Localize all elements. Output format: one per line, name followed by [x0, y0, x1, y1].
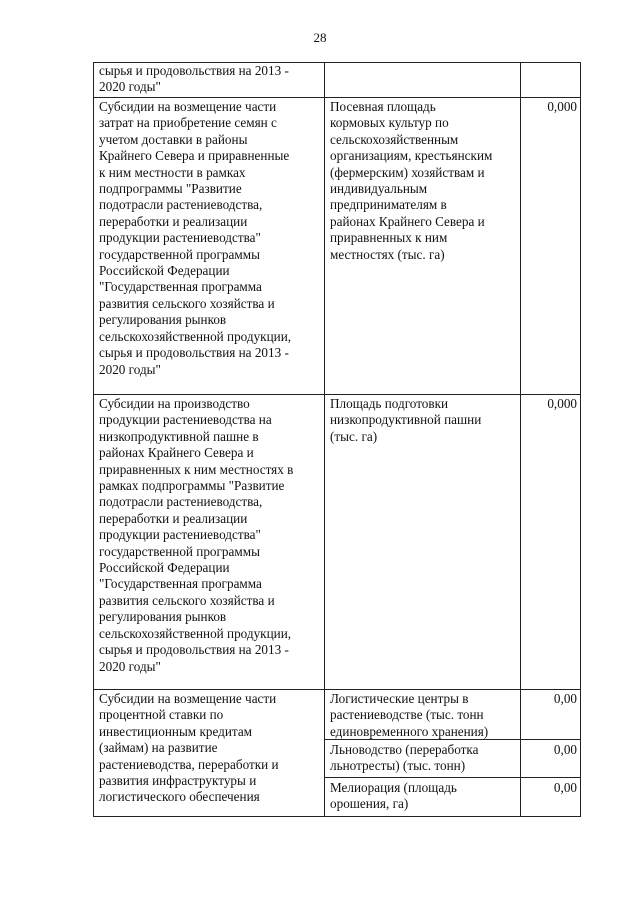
- subsidy-cell: сырья и продовольствия на 2013 - 2020 годы": [99, 63, 289, 95]
- indicator-cell: Площадь подготовки низкопродуктивной пашни (тыс. га): [330, 396, 482, 444]
- table-border: [580, 62, 581, 817]
- value-cell: 0,000: [547, 396, 577, 411]
- subsidy-cell: Субсидии на возмещение части процентной ставки по инвестиционным кредитам (займам) на развитие растениеводства, переработки и развития инфраструктуры и логистического обеспечения: [99, 691, 279, 805]
- value-cell: 0,00: [553, 780, 577, 795]
- indicator-cell: Посевная площадь кормовых культур по сельскохозяйственным организациям, крестьянским (фермерским) хозяйствам и индивидуальным предпринимателям в районах Крайнего Севера и приравненных к ним местностях (тыс. га): [330, 99, 493, 262]
- table-border: [93, 97, 581, 98]
- value-cell: 0,00: [553, 742, 577, 757]
- value-cell: 0,000: [547, 99, 577, 114]
- table-border: [324, 777, 581, 778]
- table-border: [93, 394, 581, 395]
- table-border: [324, 62, 325, 817]
- indicator-cell: Льноводство (переработка льнотресты) (тыс. тонн): [330, 742, 479, 774]
- indicator-cell: Логистические центры в растениеводстве (тыс. тонн единовременного хранения): [330, 691, 489, 739]
- indicator-cell: Мелиорация (площадь орошения, га): [330, 780, 457, 812]
- table-border: [93, 689, 581, 690]
- page-number: 28: [313, 30, 327, 45]
- subsidy-cell: Субсидии на производство продукции растениеводства на низкопродуктивной пашне в районах Крайнего Севера и приравненных к ним местностях в рамках подпрограммы "Развитие подотрасли растениеводства, переработки и реализации продукции растениеводства" государственной программы Российской Федерации "Государственная программа развития сельского хозяйства и регулирования рынков сельскохозяйственной продукции, сырья и продовольствия на 2013 - 2020 годы": [99, 396, 294, 674]
- table-border: [93, 62, 94, 817]
- value-cell: 0,00: [553, 691, 577, 706]
- table-border: [520, 62, 521, 817]
- subsidy-cell: Субсидии на возмещение части затрат на приобретение семян с учетом доставки в районы Крайнего Севера и приравненные к ним местности в рамках подпрограммы "Развитие подотрасли растениеводства, переработки и реализации продукции растениеводства" государственной программы Российской Федерации "Государственная программа развития сельского хозяйства и регулирования рынков сельскохозяйственной продукции, сырья и продовольствия на 2013 - 2020 годы": [99, 99, 292, 377]
- subsidy-table: [93, 62, 581, 817]
- table-border: [93, 816, 581, 817]
